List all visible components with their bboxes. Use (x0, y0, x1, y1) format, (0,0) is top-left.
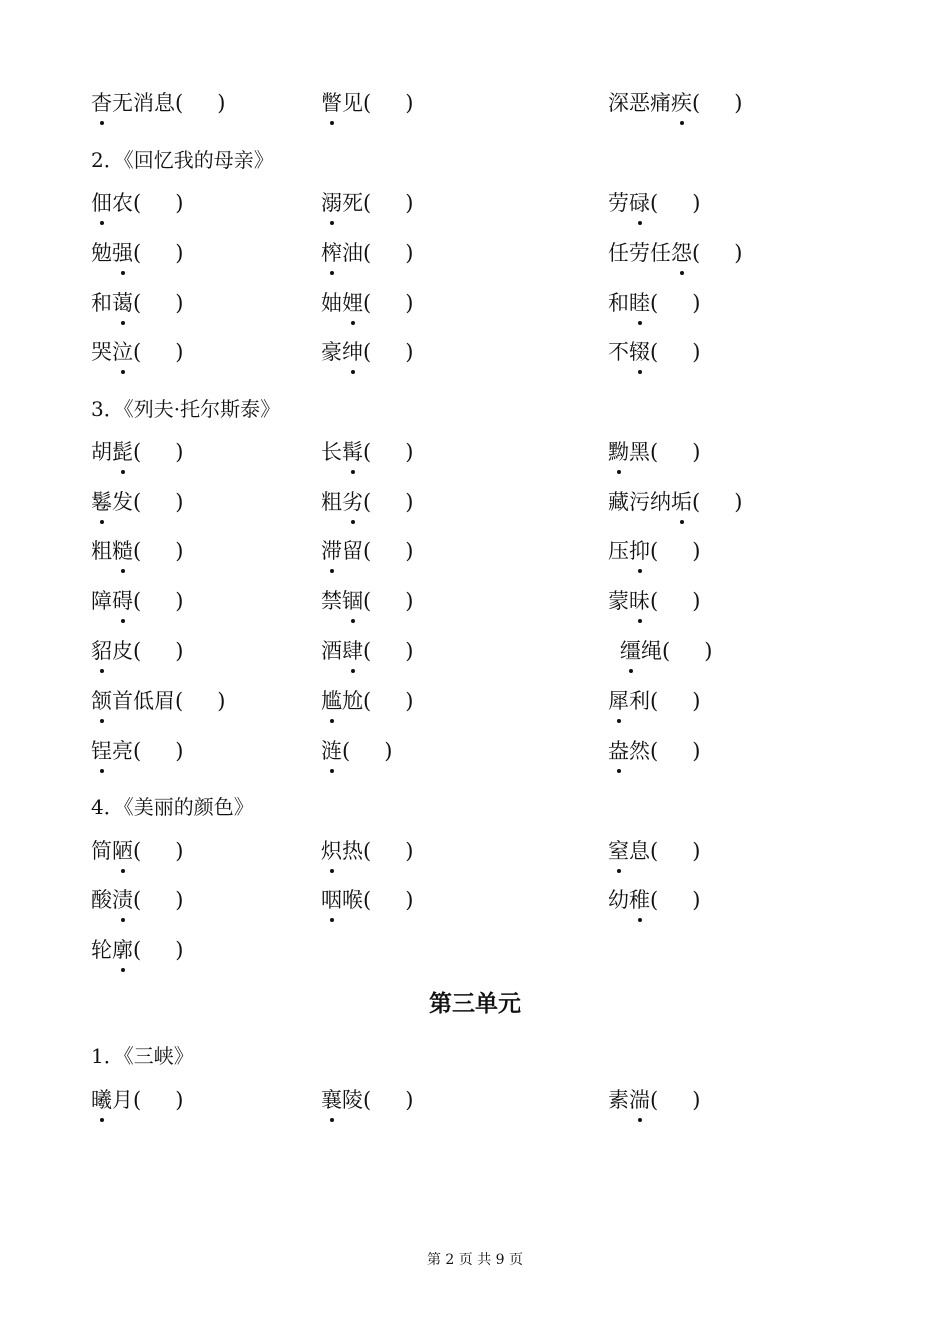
vocab-row (0, 487, 950, 527)
answer-paren-open: ( (650, 539, 659, 563)
emphasis-dot (121, 370, 125, 374)
vocab-word: 锃 亮 (91, 739, 133, 763)
vocab-word: 妯娌 (321, 291, 363, 315)
answer-paren-open: ( (133, 1088, 142, 1112)
vocab-word: 胡髭 (91, 440, 133, 464)
page-footer: 第 2 页 共 9 页 (426, 1252, 524, 1268)
vocab-word: 压抑 (608, 539, 650, 563)
vocab-word: 涟 (321, 739, 342, 763)
answer-paren-close: ) (175, 938, 184, 962)
answer-paren-close: ) (692, 888, 701, 912)
answer-paren-close: ) (692, 440, 701, 464)
answer-paren-close: ) (175, 291, 184, 315)
vocab-item (620, 636, 712, 666)
vocab-word: 酸渍 (91, 888, 133, 912)
vocab-word: 粗糙 (91, 539, 133, 563)
answer-paren-open: ( (650, 440, 659, 464)
answer-paren-open: ( (692, 91, 701, 115)
emphasis-dot (100, 1118, 104, 1122)
answer-paren-close: ) (692, 291, 701, 315)
emphasis-dot (351, 321, 355, 325)
answer-paren-open: ( (363, 839, 372, 863)
vocab-word: 瞥 见 (321, 91, 363, 115)
vocab-item (91, 836, 183, 866)
answer-paren-open: ( (650, 291, 659, 315)
vocab-item (91, 288, 183, 318)
vocab-item (321, 686, 413, 716)
vocab-word: 豪绅 (321, 340, 363, 364)
answer-paren-open: ( (133, 589, 142, 613)
vocab-word: 幼稚 (608, 888, 650, 912)
answer-paren-close: ) (692, 689, 701, 713)
vocab-item (91, 337, 183, 367)
vocab-item (91, 88, 225, 118)
vocab-item (321, 238, 413, 268)
answer-paren-open: ( (133, 938, 142, 962)
vocab-item (91, 736, 183, 766)
emphasis-dot (330, 221, 334, 225)
vocab-word: 素湍 (608, 1088, 650, 1112)
emphasis-dot (638, 321, 642, 325)
answer-paren-open: ( (650, 739, 659, 763)
vocab-item (321, 636, 413, 666)
answer-paren-close: ) (405, 490, 414, 514)
vocab-row (0, 238, 950, 278)
emphasis-dot (121, 869, 125, 873)
emphasis-dot (351, 470, 355, 474)
answer-paren-close: ) (405, 888, 414, 912)
vocab-row (0, 586, 950, 626)
vocab-item (91, 536, 183, 566)
answer-paren-open: ( (650, 1088, 659, 1112)
vocab-item (608, 487, 742, 517)
vocab-row (0, 1085, 950, 1125)
emphasis-dot (121, 470, 125, 474)
vocab-word: 尴 尬 (321, 689, 363, 713)
vocab-word: 黝 黑 (608, 440, 650, 464)
vocab-word: 和蔼 (91, 291, 133, 315)
answer-paren-close: ) (175, 191, 184, 215)
answer-paren-close: ) (734, 91, 743, 115)
section-heading: 2．《回忆我的母亲》 (91, 148, 274, 172)
vocab-word: 藏污纳垢 (608, 490, 692, 514)
emphasis-dot (100, 221, 104, 225)
vocab-item (608, 1085, 700, 1115)
section-heading: 4．《美丽的颜色》 (91, 795, 254, 819)
vocab-word: 滞 留 (321, 539, 363, 563)
answer-paren-open: ( (133, 490, 142, 514)
vocab-word: 鬈 发 (91, 490, 133, 514)
answer-paren-open: ( (650, 888, 659, 912)
vocab-item (91, 238, 183, 268)
vocab-item (91, 586, 183, 616)
emphasis-dot (121, 619, 125, 623)
vocab-item (608, 337, 700, 367)
vocab-item (91, 487, 183, 517)
answer-paren-close: ) (405, 639, 414, 663)
vocab-item (91, 188, 183, 218)
vocab-row (0, 836, 950, 876)
vocab-word: 蒙昧 (608, 589, 650, 613)
emphasis-dot (330, 271, 334, 275)
answer-paren-open: ( (692, 241, 701, 265)
vocab-word: 勉强 (91, 241, 133, 265)
vocab-word: 缰 绳 (620, 639, 662, 663)
answer-paren-open: ( (692, 490, 701, 514)
section-heading: 1．《三峡》 (91, 1044, 194, 1068)
vocab-word: 佃 农 (91, 191, 133, 215)
emphasis-dot (100, 719, 104, 723)
vocab-item (608, 437, 700, 467)
answer-paren-close: ) (175, 490, 184, 514)
vocab-item (91, 1085, 183, 1115)
vocab-item (321, 288, 413, 318)
emphasis-dot (638, 569, 642, 573)
emphasis-dot (617, 869, 621, 873)
vocab-item (91, 437, 183, 467)
emphasis-dot (330, 869, 334, 873)
answer-paren-close: ) (217, 689, 226, 713)
emphasis-dot (351, 520, 355, 524)
vocab-row (0, 437, 950, 477)
vocab-item (321, 337, 413, 367)
answer-paren-close: ) (175, 241, 184, 265)
vocab-item (608, 586, 700, 616)
vocab-item (608, 88, 742, 118)
answer-paren-close: ) (692, 589, 701, 613)
answer-paren-open: ( (363, 539, 372, 563)
vocab-item (608, 836, 700, 866)
emphasis-dot (638, 918, 642, 922)
answer-paren-open: ( (363, 191, 372, 215)
answer-paren-open: ( (650, 689, 659, 713)
answer-paren-close: ) (692, 1088, 701, 1112)
vocab-row (0, 288, 950, 328)
vocab-word: 长髯 (321, 440, 363, 464)
answer-paren-open: ( (133, 241, 142, 265)
emphasis-dot (680, 271, 684, 275)
vocab-item (91, 636, 183, 666)
answer-paren-close: ) (405, 340, 414, 364)
answer-paren-open: ( (363, 589, 372, 613)
vocab-item (321, 736, 392, 766)
answer-paren-close: ) (175, 639, 184, 663)
vocab-word: 深恶痛疾 (608, 91, 692, 115)
answer-paren-open: ( (650, 589, 659, 613)
answer-paren-close: ) (175, 839, 184, 863)
vocab-word: 酒肆 (321, 639, 363, 663)
answer-paren-open: ( (133, 191, 142, 215)
vocab-item (91, 686, 225, 716)
emphasis-dot (351, 619, 355, 623)
answer-paren-close: ) (217, 91, 226, 115)
emphasis-dot (638, 370, 642, 374)
vocab-row (0, 935, 950, 975)
answer-paren-open: ( (342, 739, 351, 763)
emphasis-dot (100, 520, 104, 524)
vocab-item (608, 736, 700, 766)
answer-paren-close: ) (692, 340, 701, 364)
emphasis-dot (330, 769, 334, 773)
answer-paren-close: ) (175, 739, 184, 763)
answer-paren-close: ) (405, 839, 414, 863)
emphasis-dot (330, 121, 334, 125)
emphasis-dot (617, 470, 621, 474)
vocab-word: 貂 皮 (91, 639, 133, 663)
answer-paren-open: ( (363, 639, 372, 663)
answer-paren-close: ) (405, 689, 414, 713)
answer-paren-open: ( (363, 490, 372, 514)
answer-paren-open: ( (133, 739, 142, 763)
vocab-item (608, 885, 700, 915)
emphasis-dot (680, 520, 684, 524)
vocab-item (608, 536, 700, 566)
vocab-word: 盎 然 (608, 739, 650, 763)
vocab-word: 炽 热 (321, 839, 363, 863)
vocab-row (0, 686, 950, 726)
answer-paren-open: ( (650, 340, 659, 364)
emphasis-dot (330, 918, 334, 922)
answer-paren-open: ( (133, 440, 142, 464)
answer-paren-open: ( (133, 888, 142, 912)
answer-paren-open: ( (175, 91, 184, 115)
emphasis-dot (121, 321, 125, 325)
answer-paren-open: ( (133, 839, 142, 863)
vocab-row (0, 636, 950, 676)
vocab-word: 溺 死 (321, 191, 363, 215)
vocab-word: 劳碌 (608, 191, 650, 215)
vocab-item (321, 188, 413, 218)
vocab-row (0, 885, 950, 925)
answer-paren-close: ) (734, 490, 743, 514)
emphasis-dot (121, 271, 125, 275)
emphasis-dot (100, 669, 104, 673)
answer-paren-close: ) (175, 888, 184, 912)
answer-paren-close: ) (175, 340, 184, 364)
emphasis-dot (121, 918, 125, 922)
vocab-row (0, 337, 950, 377)
vocab-word: 简陋 (91, 839, 133, 863)
answer-paren-open: ( (363, 440, 372, 464)
answer-paren-close: ) (692, 539, 701, 563)
answer-paren-open: ( (133, 639, 142, 663)
answer-paren-open: ( (363, 1088, 372, 1112)
vocab-item (91, 885, 183, 915)
answer-paren-close: ) (175, 1088, 184, 1112)
emphasis-dot (638, 1118, 642, 1122)
vocab-word: 禁锢 (321, 589, 363, 613)
answer-paren-close: ) (405, 91, 414, 115)
vocab-word: 咽 喉 (321, 888, 363, 912)
emphasis-dot (638, 221, 642, 225)
answer-paren-open: ( (133, 340, 142, 364)
vocab-row (0, 736, 950, 776)
vocab-item (321, 536, 413, 566)
vocab-word: 和睦 (608, 291, 650, 315)
answer-paren-open: ( (363, 689, 372, 713)
emphasis-dot (617, 769, 621, 773)
answer-paren-open: ( (650, 839, 659, 863)
emphasis-dot (121, 968, 125, 972)
vocab-word: 障碍 (91, 589, 133, 613)
emphasis-dot (100, 769, 104, 773)
vocab-item (321, 586, 413, 616)
vocab-item (321, 1085, 413, 1115)
emphasis-dot (330, 569, 334, 573)
answer-paren-close: ) (175, 589, 184, 613)
emphasis-dot (330, 1118, 334, 1122)
vocab-word: 哭泣 (91, 340, 133, 364)
emphasis-dot (617, 719, 621, 723)
answer-paren-close: ) (175, 539, 184, 563)
unit-title: 第三单元 (429, 991, 521, 1017)
emphasis-dot (638, 619, 642, 623)
vocab-item (608, 238, 742, 268)
vocab-word: 任劳任怨 (608, 241, 692, 265)
vocab-word: 粗劣 (321, 490, 363, 514)
answer-paren-open: ( (363, 291, 372, 315)
vocab-word: 犀 利 (608, 689, 650, 713)
answer-paren-close: ) (734, 241, 743, 265)
answer-paren-open: ( (363, 340, 372, 364)
vocab-item (321, 487, 413, 517)
answer-paren-open: ( (363, 888, 372, 912)
answer-paren-open: ( (363, 241, 372, 265)
emphasis-dot (100, 121, 104, 125)
section-heading: 3．《列夫·托尔斯泰》 (91, 397, 281, 421)
emphasis-dot (330, 719, 334, 723)
answer-paren-close: ) (405, 589, 414, 613)
answer-paren-open: ( (650, 191, 659, 215)
vocab-word: 窒 息 (608, 839, 650, 863)
vocab-row (0, 88, 950, 128)
vocab-word: 杳 无消息 (91, 91, 175, 115)
vocab-item (321, 88, 413, 118)
vocab-item (321, 836, 413, 866)
answer-paren-close: ) (692, 839, 701, 863)
vocab-item (608, 288, 700, 318)
answer-paren-close: ) (384, 739, 393, 763)
vocab-item (321, 437, 413, 467)
answer-paren-close: ) (405, 191, 414, 215)
answer-paren-open: ( (133, 291, 142, 315)
vocab-word: 襄 陵 (321, 1088, 363, 1112)
vocab-word: 榨 油 (321, 241, 363, 265)
answer-paren-close: ) (405, 1088, 414, 1112)
answer-paren-open: ( (662, 639, 671, 663)
vocab-item (321, 885, 413, 915)
answer-paren-close: ) (175, 440, 184, 464)
answer-paren-open: ( (133, 539, 142, 563)
emphasis-dot (629, 669, 633, 673)
vocab-word: 不辍 (608, 340, 650, 364)
answer-paren-close: ) (405, 440, 414, 464)
vocab-word: 颔 首低眉 (91, 689, 175, 713)
vocab-item (608, 188, 700, 218)
vocab-item (608, 686, 700, 716)
answer-paren-open: ( (363, 91, 372, 115)
emphasis-dot (680, 121, 684, 125)
emphasis-dot (121, 569, 125, 573)
vocab-row (0, 188, 950, 228)
answer-paren-close: ) (704, 639, 713, 663)
answer-paren-close: ) (405, 241, 414, 265)
answer-paren-close: ) (405, 539, 414, 563)
vocab-item (91, 935, 183, 965)
vocab-row (0, 536, 950, 576)
vocab-word: 轮廓 (91, 938, 133, 962)
emphasis-dot (351, 370, 355, 374)
answer-paren-open: ( (175, 689, 184, 713)
answer-paren-close: ) (692, 191, 701, 215)
answer-paren-close: ) (692, 739, 701, 763)
answer-paren-close: ) (405, 291, 414, 315)
emphasis-dot (351, 669, 355, 673)
vocab-word: 曦 月 (91, 1088, 133, 1112)
